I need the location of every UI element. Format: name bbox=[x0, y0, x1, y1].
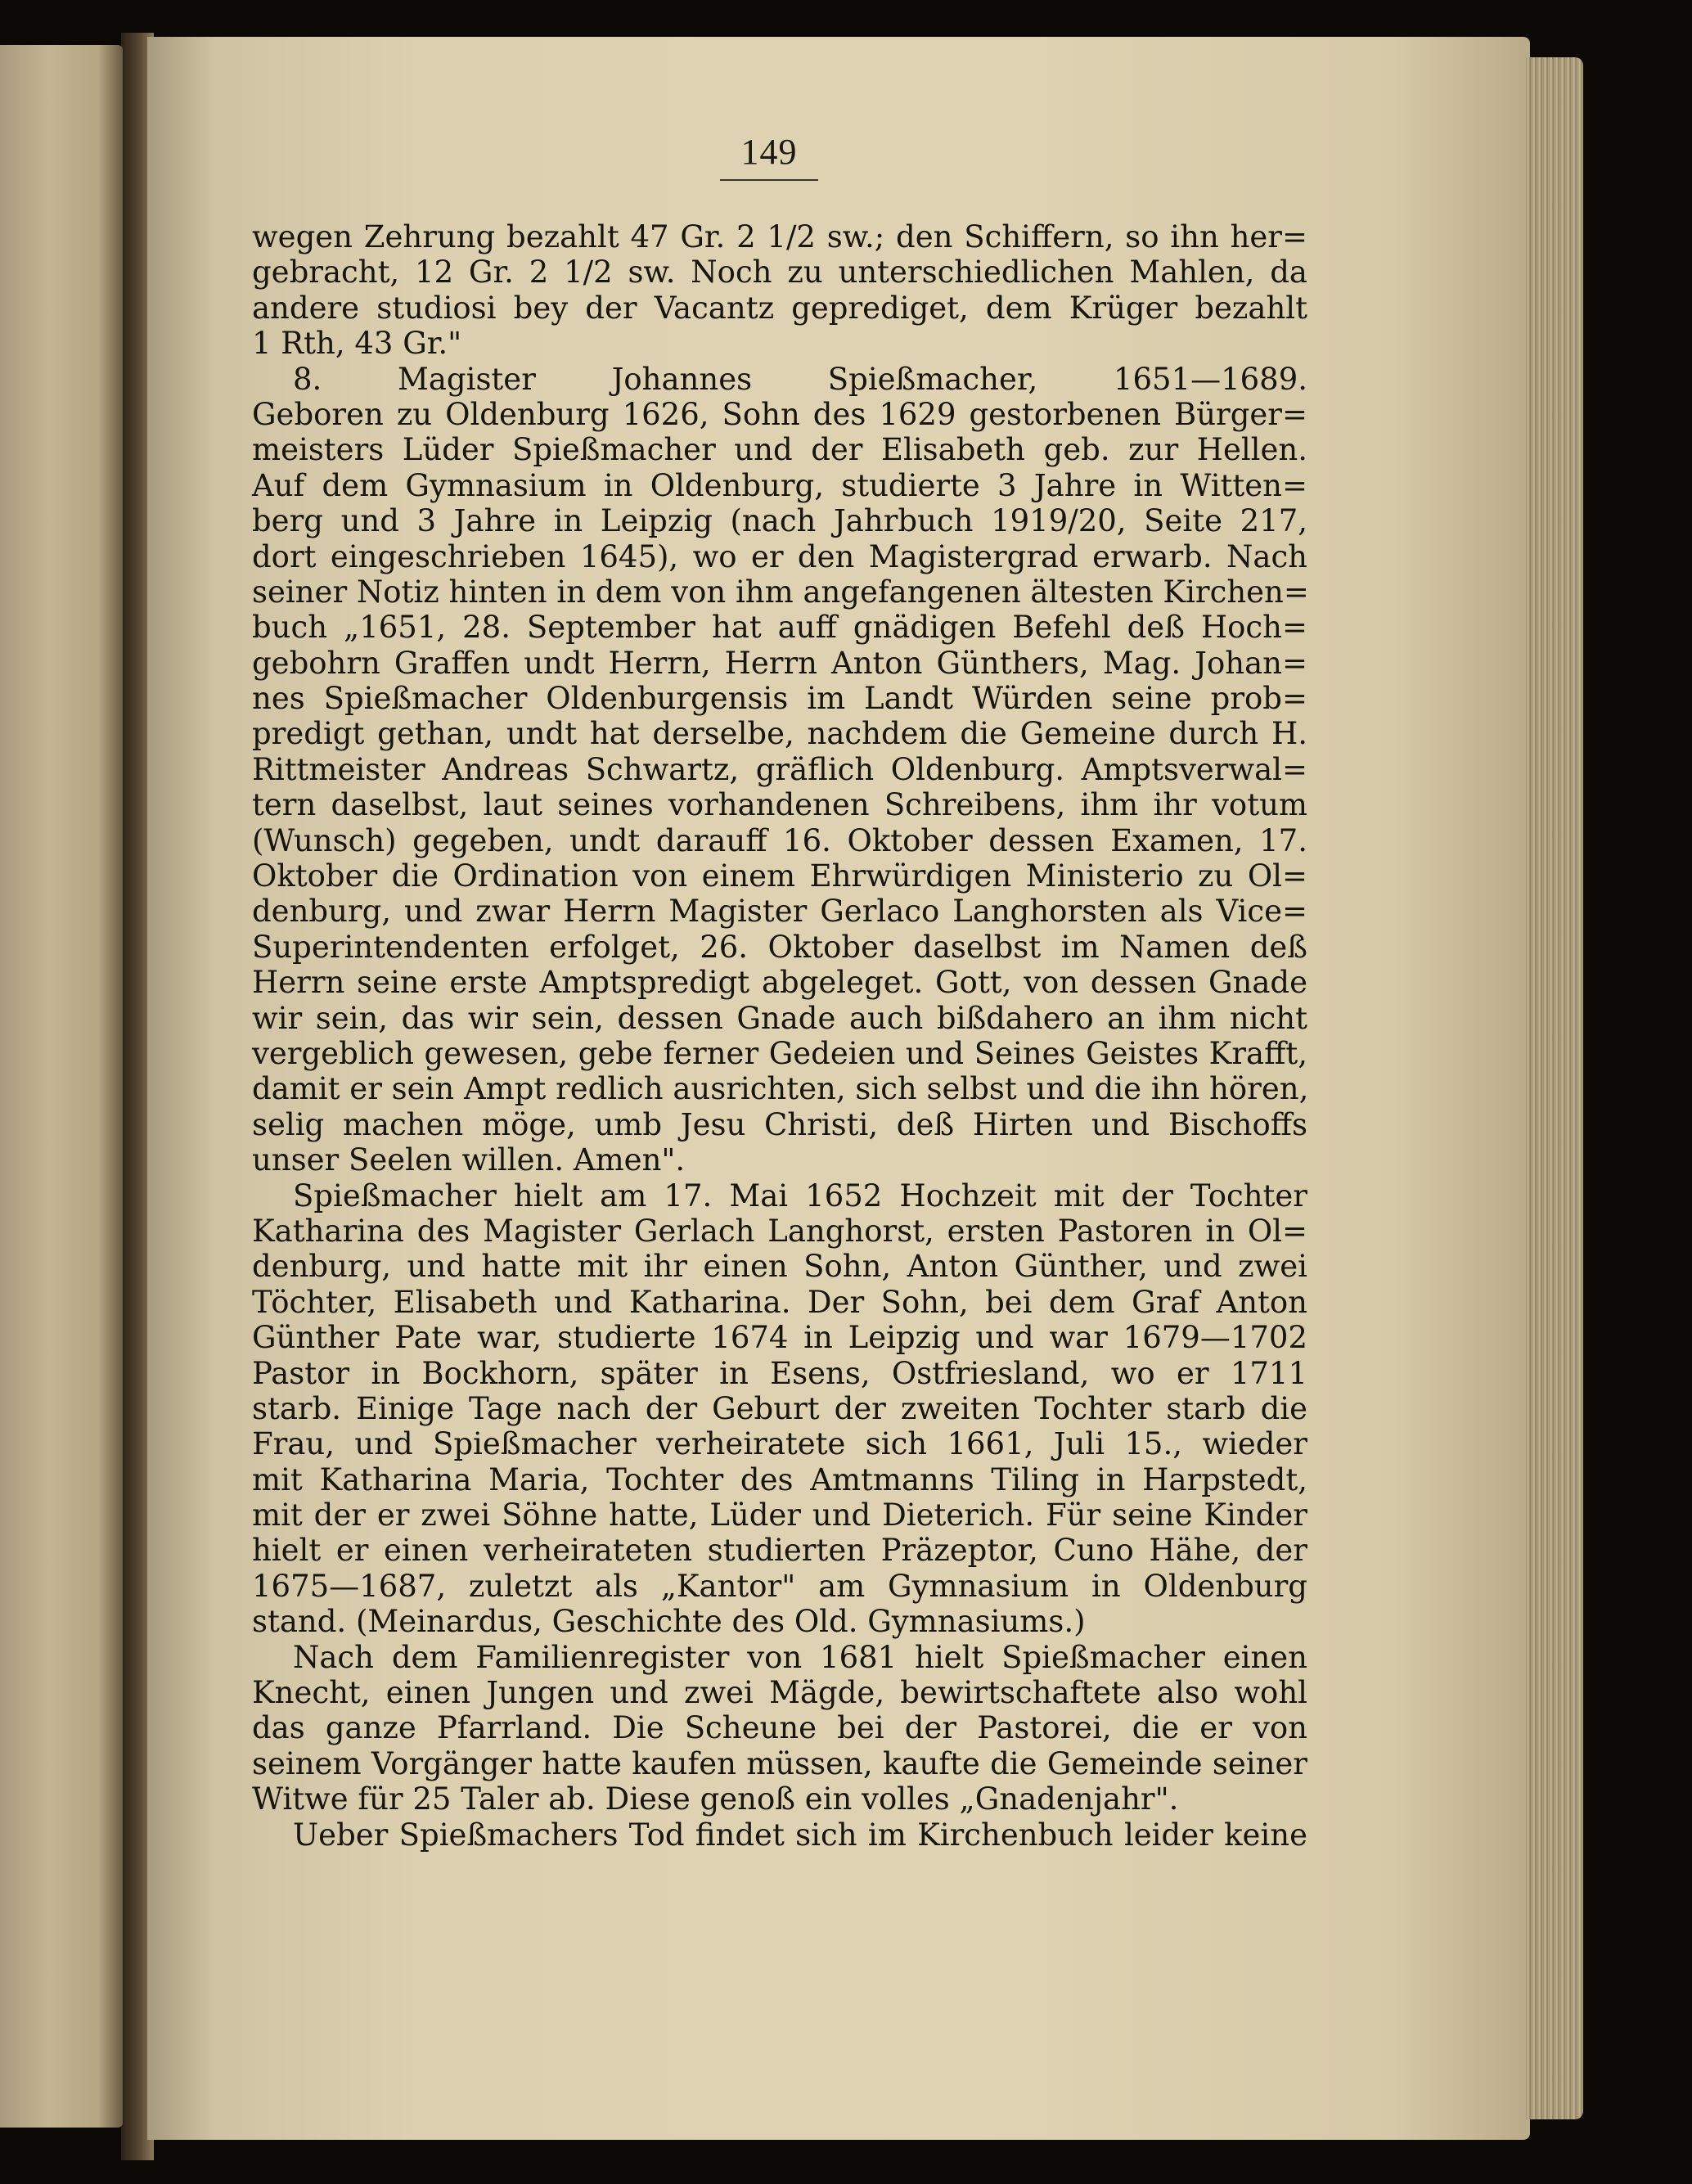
text-line: predigt gethan, undt hat derselbe, nachdem die Gemeine durch H. bbox=[252, 716, 1307, 752]
text-line: 8. Magister Johannes Spießmacher, 1651—1689. bbox=[293, 361, 1307, 397]
text-line: starb. Einige Tage nach der Geburt der zweiten Tochter starb die bbox=[252, 1390, 1307, 1426]
text-line: Nach dem Familienregister von 1681 hielt Spießmacher einen bbox=[293, 1639, 1307, 1675]
text-line: meisters Lüder Spießmacher und der Elisabeth geb. zur Hellen. bbox=[252, 432, 1307, 468]
text-line: seinem Vorgänger hatte kaufen müssen, kaufte die Gemeinde seiner bbox=[252, 1745, 1307, 1781]
page-number: 149 bbox=[720, 131, 818, 181]
text-line: Günther Pate war, studierte 1674 in Leipzig und war 1679—1702 bbox=[252, 1320, 1307, 1356]
text-line: das ganze Pfarrland. Die Scheune bei der Pastorei, die er von bbox=[252, 1710, 1307, 1746]
text-line: Knecht, einen Jungen und zwei Mägde, bewirtschaftete also wohl bbox=[252, 1675, 1307, 1711]
text-line: Töchter, Elisabeth und Katharina. Der Sohn, bei dem Graf Anton bbox=[252, 1284, 1307, 1320]
text-line: Oktober die Ordination von einem Ehrwürdigen Ministerio zu Ol= bbox=[252, 858, 1307, 894]
text-line: tern daselbst, laut seines vorhandenen Schreibens, ihm ihr votum bbox=[252, 787, 1307, 823]
text-line: buch „1651, 28. September hat auff gnädigen Befehl deß Hoch= bbox=[252, 610, 1307, 646]
text-line: hielt er einen verheirateten studierten Präzeptor, Cuno Hähe, der bbox=[252, 1533, 1307, 1569]
text-line: Rittmeister Andreas Schwartz, gräflich Oldenburg. Amptsverwal= bbox=[252, 751, 1307, 787]
text-line: Superintendenten erfolget, 26. Oktober daselbst im Namen deß bbox=[252, 929, 1307, 965]
left-page-edge bbox=[0, 45, 123, 2128]
text-line: 1675—1687, zuletzt als „Kantor" am Gymnasium in Oldenburg bbox=[252, 1568, 1307, 1604]
text-line: Herrn seine erste Amptspredigt abgeleget. Gott, von dessen Gnade bbox=[252, 965, 1307, 1001]
text-line: Frau, und Spießmacher verheiratete sich 1661, Juli 15., wieder bbox=[252, 1426, 1307, 1462]
text-line: vergeblich gewesen, gebe ferner Gedeien und Seines Geistes Krafft, bbox=[252, 1035, 1307, 1071]
text-line: wir sein, das wir sein, dessen Gnade auch bißdahero an ihm nicht bbox=[252, 1000, 1307, 1036]
text-line: 1 Rth, 43 Gr." bbox=[252, 326, 462, 362]
text-line: mit der er zwei Söhne hatte, Lüder und Dieterich. Für seine Kinder bbox=[252, 1497, 1307, 1533]
text-line: (Wunsch) gegeben, undt darauff 16. Oktober dessen Examen, 17. bbox=[252, 822, 1307, 858]
text-line: Ueber Spießmachers Tod findet sich im Kirchenbuch leider keine bbox=[293, 1817, 1307, 1853]
text-line: damit er sein Ampt redlich ausrichten, sich selbst und die ihn hören, bbox=[252, 1071, 1309, 1107]
text-line: dort eingeschrieben 1645), wo er den Magistergrad erwarb. Nach bbox=[252, 538, 1307, 574]
text-line: gebracht, 12 Gr. 2 1/2 sw. Noch zu unterschiedlichen Mahlen, da bbox=[252, 254, 1307, 290]
text-line: selig machen möge, umb Jesu Christi, deß Hirten und Bischoffs bbox=[252, 1106, 1307, 1142]
text-line: Witwe für 25 Taler ab. Diese genoß ein volles „Gnadenjahr". bbox=[252, 1781, 1179, 1817]
text-line: seiner Notiz hinten in dem von ihm angefangenen ältesten Kirchen= bbox=[252, 574, 1309, 610]
text-line: unser Seelen willen. Amen". bbox=[252, 1142, 686, 1178]
text-line: gebohrn Graffen undt Herrn, Herrn Anton Günthers, Mag. Johan= bbox=[252, 645, 1307, 681]
text-line: berg und 3 Jahre in Leipzig (nach Jahrbuch 1919/20, Seite 217, bbox=[252, 503, 1307, 539]
text-line: andere studiosi bey der Vacantz geprediget, dem Krüger bezahlt bbox=[252, 290, 1307, 326]
text-line: Katharina des Magister Gerlach Langhorst, ersten Pastoren in Ol= bbox=[252, 1213, 1307, 1249]
text-line: Auf dem Gymnasium in Oldenburg, studierte 3 Jahre in Witten= bbox=[252, 467, 1307, 503]
text-line: denburg, und zwar Herrn Magister Gerlaco Langhorsten als Vice= bbox=[252, 894, 1307, 930]
text-line: nes Spießmacher Oldenburgensis im Landt Würden seine prob= bbox=[252, 681, 1307, 717]
page-stack-edge bbox=[1526, 57, 1583, 2119]
text-line: mit Katharina Maria, Tochter des Amtmanns Tiling in Harpstedt, bbox=[252, 1461, 1307, 1497]
body-text bbox=[252, 219, 1307, 1853]
text-line: wegen Zehrung bezahlt 47 Gr. 2 1/2 sw.; den Schiffern, so ihn her= bbox=[252, 219, 1307, 254]
text-line: Spießmacher hielt am 17. Mai 1652 Hochzeit mit der Tochter bbox=[293, 1178, 1307, 1214]
text-line: denburg, und hatte mit ihr einen Sohn, Anton Günther, und zwei bbox=[252, 1249, 1307, 1285]
text-line: Pastor in Bockhorn, später in Esens, Ostfriesland, wo er 1711 bbox=[252, 1355, 1307, 1391]
text-line: Geboren zu Oldenburg 1626, Sohn des 1629 gestorbenen Bürger= bbox=[252, 396, 1307, 432]
text-line: stand. (Meinardus, Geschichte des Old. Gymnasiums.) bbox=[252, 1604, 1086, 1640]
